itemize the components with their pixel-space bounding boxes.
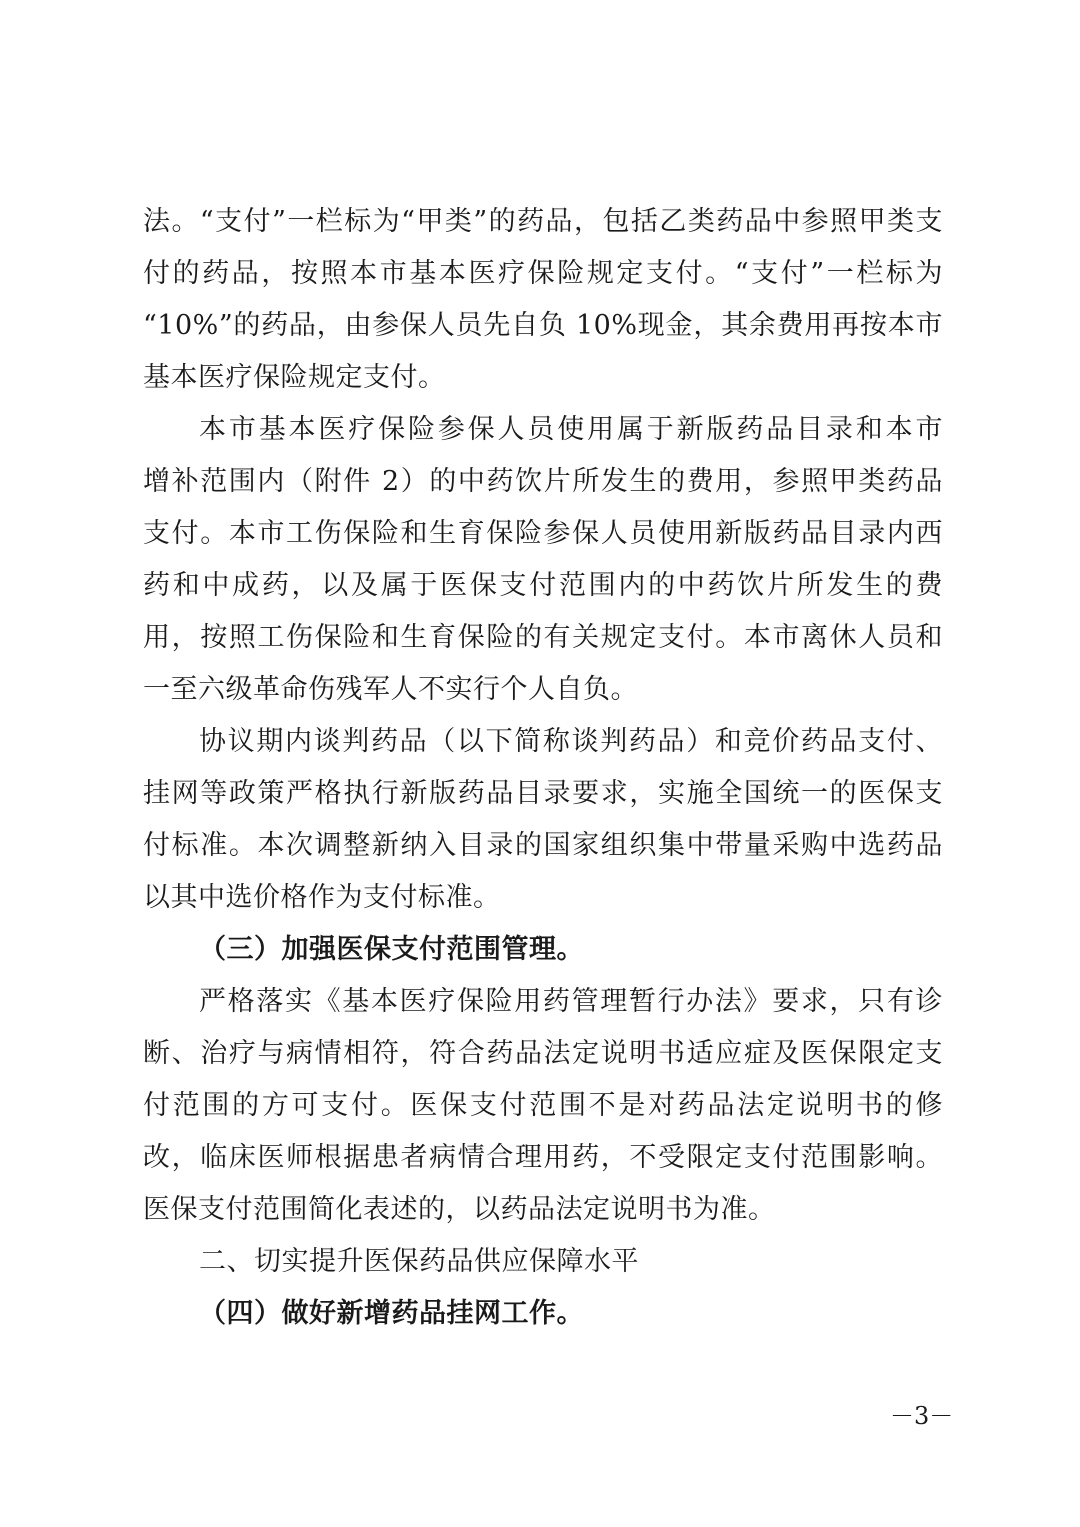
section-heading-3: （三）加强医保支付范围管理。 bbox=[199, 934, 584, 965]
paragraph-3-line-4: 以其中选价格作为支付标准。 bbox=[143, 882, 501, 913]
paragraph-3-line-1: 协议期内谈判药品（以下简称谈判药品）和竞价药品支付、 bbox=[199, 726, 943, 757]
paragraph-1-line-1: 法。“支付”一栏标为“甲类”的药品，包括乙类药品中参照甲类支 bbox=[143, 206, 943, 237]
paragraph-5-line-5: 医保支付范围简化表述的，以药品法定说明书为准。 bbox=[143, 1194, 776, 1225]
paragraph-2-line-5: 用，按照工伤保险和生育保险的有关规定支付。本市离休人员和 bbox=[143, 622, 943, 653]
section-heading-4: （四）做好新增药品挂网工作。 bbox=[199, 1298, 584, 1329]
paragraph-2-line-1: 本市基本医疗保险参保人员使用属于新版药品目录和本市 bbox=[199, 414, 943, 445]
paragraph-2-line-4: 药和中成药，以及属于医保支付范围内的中药饮片所发生的费 bbox=[143, 570, 943, 601]
paragraph-2-line-2: 增补范围内（附件 2）的中药饮片所发生的费用，参照甲类药品 bbox=[143, 466, 943, 497]
paragraph-5-line-3: 付范围的方可支付。医保支付范围不是对药品法定说明书的修 bbox=[143, 1090, 943, 1121]
paragraph-1-line-4: 基本医疗保险规定支付。 bbox=[143, 362, 446, 393]
paragraph-5-line-2: 断、治疗与病情相符，符合药品法定说明书适应症及医保限定支 bbox=[143, 1038, 943, 1069]
paragraph-2-line-6: 一至六级革命伤残军人不实行个人自负。 bbox=[143, 674, 638, 705]
document-body bbox=[143, 196, 943, 1340]
paragraph-5-line-1: 严格落实《基本医疗保险用药管理暂行办法》要求，只有诊 bbox=[199, 986, 943, 1017]
page-number: －3－ bbox=[890, 1402, 954, 1430]
paragraph-2-line-3: 支付。本市工伤保险和生育保险参保人员使用新版药品目录内西 bbox=[143, 518, 943, 549]
paragraph-5-line-4: 改，临床医师根据患者病情合理用药，不受限定支付范围影响。 bbox=[143, 1142, 943, 1173]
paragraph-1-line-2: 付的药品，按照本市基本医疗保险规定支付。“支付”一栏标为 bbox=[143, 258, 943, 289]
paragraph-3-line-3: 付标准。本次调整新纳入目录的国家组织集中带量采购中选药品 bbox=[143, 830, 943, 861]
paragraph-1-line-3: “10%”的药品，由参保人员先自负 10%现金，其余费用再按本市 bbox=[143, 310, 943, 341]
paragraph-3-line-2: 挂网等政策严格执行新版药品目录要求，实施全国统一的医保支 bbox=[143, 778, 943, 809]
chapter-heading-2: 二、切实提升医保药品供应保障水平 bbox=[199, 1246, 639, 1277]
